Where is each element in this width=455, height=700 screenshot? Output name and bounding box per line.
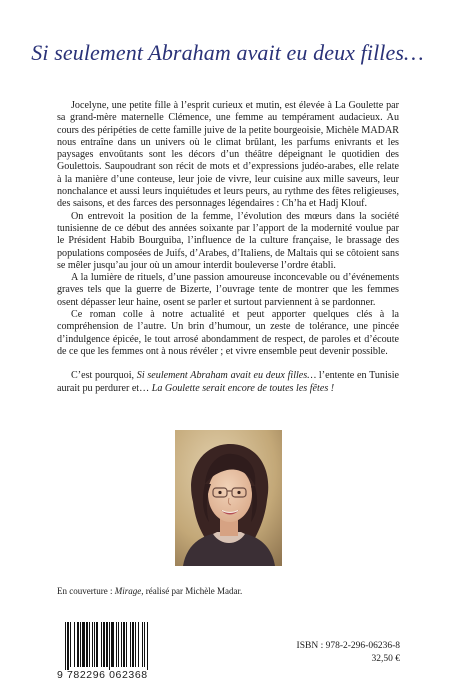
price: 32,50 € <box>371 654 400 664</box>
back-cover-text <box>57 100 399 395</box>
paragraph-2: On entrevoit la position de la femme, l’évolution des mœurs dans la société tunisienne de ce début des années soixante par l’apport de la modernité voulue par le Président Habib Bourguiba, l’influence de la culture française, le brassage des populations composées de Juifs, d’Arabes, d’Italiens, de Maltais qui se côtoient sans se mêler jusqu’au jour où un amour interdit bouleverse l’ordre établi. <box>57 210 399 271</box>
isbn-number: ISBN : 978-2-296-06236-8 <box>296 641 400 651</box>
author-photo <box>175 430 282 566</box>
isbn-block <box>297 640 400 666</box>
closing-paragraph <box>57 370 399 395</box>
closing-middle: l’entente en Tunisie aurait pu perdurer et… <box>57 370 399 394</box>
barcode-digits: 9 782296 062368 <box>57 669 148 681</box>
closing-start: C’est pourquoi, <box>71 370 137 382</box>
isbn-barcode <box>57 620 180 682</box>
closing-end: La Goulette serait encore de toutes les fêtes ! <box>151 382 335 394</box>
paragraph-3: A la lumière de rituels, d’une passion amoureuse inconcevable ou d’événements graves tels que la guerre de Bizerte, l’ouvrage tente de montrer que les femmes osent dépasser leur haine, osent se parler et surtout parviennent à se pardonner. <box>57 272 399 308</box>
paragraph-1: Jocelyne, une petite fille à l’esprit curieux et mutin, est élevée à La Goulette par sa grand-mère maternelle Clémence, une femme au tempérament audacieux. Au cours des péripéties de cette famille juive de la petite bourgeoisie, Michèle MADAR nous entraîne dans un univers où le climat brûlant, les parfums enivrants et les paysages envoûtants sont les décors d’un théâtre dépeignant le quotidien des Goulettois. Saupoudrant son récit de mots et d’expressions judéo-arabes, elle relate à la manière d’une conteuse, leur joie de vivre, leur cuisine aux mille saveurs, leur nonchalance et aussi leurs inquiétudes et leurs peurs, au rythme des fêtes religieuses, des saisons, et des farces des personnages légendaires : Ch’ha et Hadj Klouf. <box>57 100 399 210</box>
cover-credit <box>57 586 242 596</box>
paragraph-4: Ce roman colle à notre actualité et peut apporter quelques clés à la compréhension de l’autre. Un brin d’humour, un zeste de tolérance, une pincée d’indulgence épicée, le tout arrosé abondamment de respect, de paroles et d’écoute de ce que les femmes ont à nous révéler ; et vivre ensemble peut devenir possible. <box>57 309 399 357</box>
closing-title: Si seulement Abraham avait eu deux filles… <box>136 370 317 382</box>
caption-suffix: , réalisé par Michèle Madar. <box>141 586 243 596</box>
author-portrait-image <box>175 430 282 566</box>
book-title: Si seulement Abraham avait eu deux filles… <box>31 40 424 65</box>
caption-prefix: En couverture : <box>57 586 115 596</box>
caption-work: Mirage <box>114 586 142 596</box>
